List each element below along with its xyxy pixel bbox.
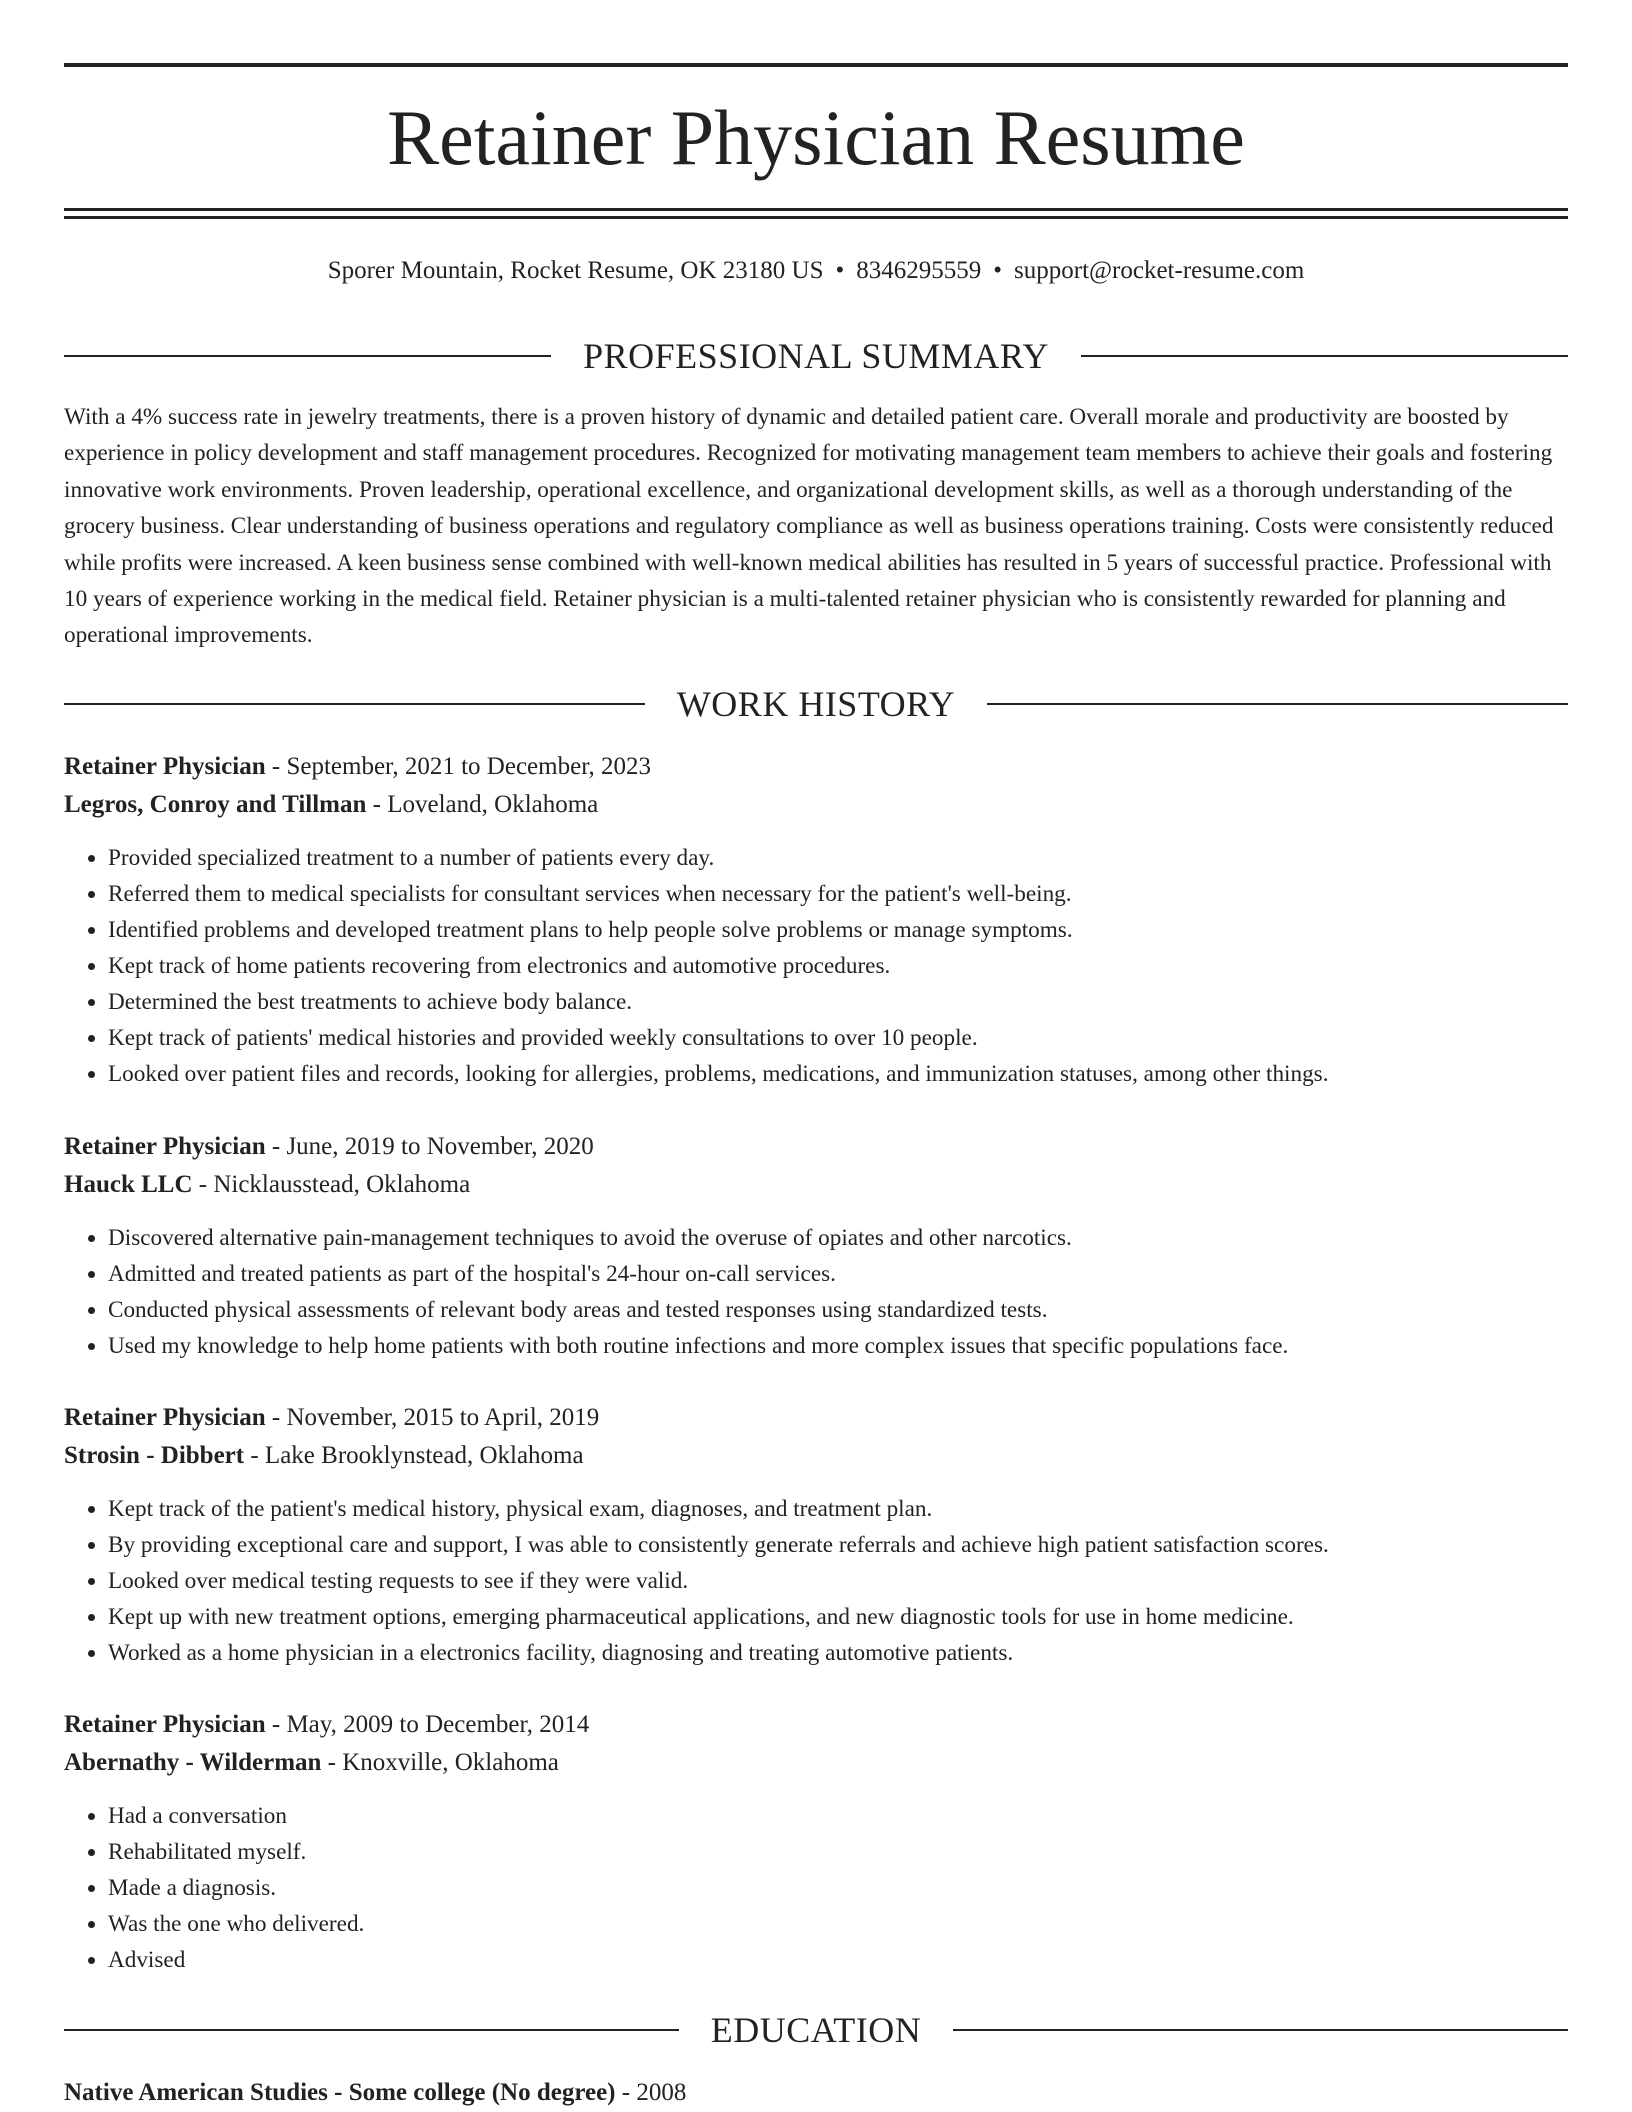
job-title: Retainer Physician bbox=[64, 1133, 266, 1160]
job-duty-item: • By providing exceptional care and support, I was able to consistently generate referrals and achieve high patient satisfaction scores. bbox=[108, 1527, 1568, 1563]
heading-rule-right bbox=[953, 2029, 1568, 2031]
job-entry bbox=[64, 748, 1568, 1092]
job-duty-item: • Kept track of the patient's medical history, physical exam, diagnoses, and treatment plan. bbox=[108, 1491, 1568, 1527]
job-employer: Strosin - Dibbert bbox=[64, 1442, 245, 1469]
job-employer: Legros, Conroy and Tillman bbox=[64, 791, 367, 818]
job-duty-item: • Rehabilitated myself. bbox=[108, 1834, 1568, 1870]
title-bottom-rule-second bbox=[64, 216, 1568, 219]
job-duty-item: • Had a conversation bbox=[108, 1798, 1568, 1834]
title-top-rule bbox=[64, 63, 1568, 67]
job-employer-line bbox=[64, 1166, 1568, 1204]
job-employer: Abernathy - Wilderman bbox=[64, 1749, 322, 1776]
resume-title: Retainer Physician Resume bbox=[387, 94, 1245, 181]
job-entry bbox=[64, 1399, 1568, 1671]
heading-rule-right bbox=[987, 703, 1568, 705]
job-title-line bbox=[64, 1399, 1568, 1437]
job-dates: - May, 2009 to December, 2014 bbox=[265, 1711, 590, 1738]
job-employer-line bbox=[64, 1744, 1568, 1782]
contact-email: support@rocket-resume.com bbox=[1014, 257, 1305, 284]
job-dates: - November, 2015 to April, 2019 bbox=[265, 1404, 600, 1431]
job-duty-item: • Conducted physical assessments of relevant body areas and tested responses using standardized tests. bbox=[108, 1292, 1568, 1328]
job-employer-line bbox=[64, 1437, 1568, 1475]
job-entry bbox=[64, 1128, 1568, 1364]
education-year: - 2008 bbox=[615, 2079, 687, 2106]
title-bottom-rule bbox=[64, 208, 1568, 211]
job-location: - Nicklausstead, Oklahoma bbox=[192, 1171, 471, 1198]
section-heading-summary bbox=[64, 334, 1568, 378]
job-duty-item: • Referred them to medical specialists for consultant services when necessary for the patient's well-being. bbox=[108, 876, 1568, 912]
job-duty-item: • Advised bbox=[108, 1942, 1568, 1978]
section-heading-education bbox=[64, 2008, 1568, 2052]
heading-rule-left bbox=[64, 2029, 679, 2031]
job-duty-item: • Admitted and treated patients as part of the hospital's 24-hour on-call services. bbox=[108, 1256, 1568, 1292]
job-location: - Knoxville, Oklahoma bbox=[321, 1749, 559, 1776]
job-duty-item: • Discovered alternative pain-management techniques to avoid the overuse of opiates and other narcotics. bbox=[108, 1220, 1568, 1256]
job-duty-item: • Determined the best treatments to achieve body balance. bbox=[108, 984, 1568, 1020]
job-location: - Lake Brooklynstead, Oklahoma bbox=[244, 1442, 584, 1469]
heading-rule-left bbox=[64, 355, 551, 357]
job-duty-item: • Looked over patient files and records, looking for allergies, problems, medications, and immunization statuses, among other things. bbox=[108, 1056, 1568, 1092]
job-dates: - September, 2021 to December, 2023 bbox=[265, 753, 652, 780]
section-title-work: WORK HISTORY bbox=[676, 684, 956, 724]
job-duty-item: • Was the one who delivered. bbox=[108, 1906, 1568, 1942]
job-dates: - June, 2019 to November, 2020 bbox=[265, 1133, 594, 1160]
job-location: - Loveland, Oklahoma bbox=[366, 791, 599, 818]
education-degree: Native American Studies - Some college (No degree) bbox=[64, 2079, 616, 2106]
contact-separator: • bbox=[993, 257, 1003, 284]
section-heading-work bbox=[64, 682, 1568, 726]
job-duties-list bbox=[64, 1798, 1568, 1978]
heading-rule-left bbox=[64, 703, 645, 705]
job-duties-list bbox=[64, 1220, 1568, 1364]
job-duty-item: • Kept track of home patients recovering from electronics and automotive procedures. bbox=[108, 948, 1568, 984]
job-duty-item: • Made a diagnosis. bbox=[108, 1870, 1568, 1906]
job-duties-list bbox=[64, 1491, 1568, 1671]
job-entry bbox=[64, 1706, 1568, 1978]
section-title-summary: PROFESSIONAL SUMMARY bbox=[583, 336, 1049, 376]
job-duties-list bbox=[64, 840, 1568, 1092]
professional-summary-text: With a 4% success rate in jewelry treatments, there is a proven history of dynamic and detailed patient care. Overall morale and productivity are boosted by experience in policy development and staff management procedures. Recognized for motivating management team members to achieve their goals and fostering innovative work environments. Proven leadership, operational excellence, and organizational development skills, as well as a thorough understanding of the grocery business. Clear understanding of business operations and regulatory compliance as well as business operations training. Costs were consistently reduced while profits were increased. A keen business sense combined with well-known medical abilities has resulted in 5 years of successful practice. Professional with 10 years of experience working in the medical field. Retainer physician is a multi-talented retainer physician who is consistently rewarded for planning and operational improvements. bbox=[64, 404, 1554, 649]
contact-phone: 8346295559 bbox=[856, 257, 982, 284]
section-title-education: EDUCATION bbox=[710, 2010, 922, 2050]
job-title: Retainer Physician bbox=[64, 1711, 266, 1738]
job-title-line bbox=[64, 1706, 1568, 1744]
job-title: Retainer Physician bbox=[64, 753, 266, 780]
job-duty-item: • Looked over medical testing requests to see if they were valid. bbox=[108, 1563, 1568, 1599]
contact-line bbox=[64, 254, 1568, 288]
job-duty-item: • Identified problems and developed treatment plans to help people solve problems or manage symptoms. bbox=[108, 912, 1568, 948]
job-duty-item: • Kept up with new treatment options, emerging pharmaceutical applications, and new diagnostic tools for use in home medicine. bbox=[108, 1599, 1568, 1635]
contact-separator: • bbox=[835, 257, 845, 284]
job-title-line bbox=[64, 1128, 1568, 1166]
job-employer-line bbox=[64, 786, 1568, 824]
job-title: Retainer Physician bbox=[64, 1404, 266, 1431]
job-duty-item: • Used my knowledge to help home patients with both routine infections and more complex issues that specific populations face. bbox=[108, 1328, 1568, 1364]
job-duty-item: • Worked as a home physician in a electronics facility, diagnosing and treating automotive patients. bbox=[108, 1635, 1568, 1671]
job-duty-item: • Provided specialized treatment to a number of patients every day. bbox=[108, 840, 1568, 876]
job-duty-item: • Kept track of patients' medical histories and provided weekly consultations to over 10 people. bbox=[108, 1020, 1568, 1056]
heading-rule-right bbox=[1081, 355, 1568, 357]
education-entry bbox=[64, 2074, 686, 2112]
job-title-line bbox=[64, 748, 1568, 786]
contact-address: Sporer Mountain, Rocket Resume, OK 23180 US bbox=[327, 257, 824, 284]
job-employer: Hauck LLC bbox=[64, 1171, 193, 1198]
